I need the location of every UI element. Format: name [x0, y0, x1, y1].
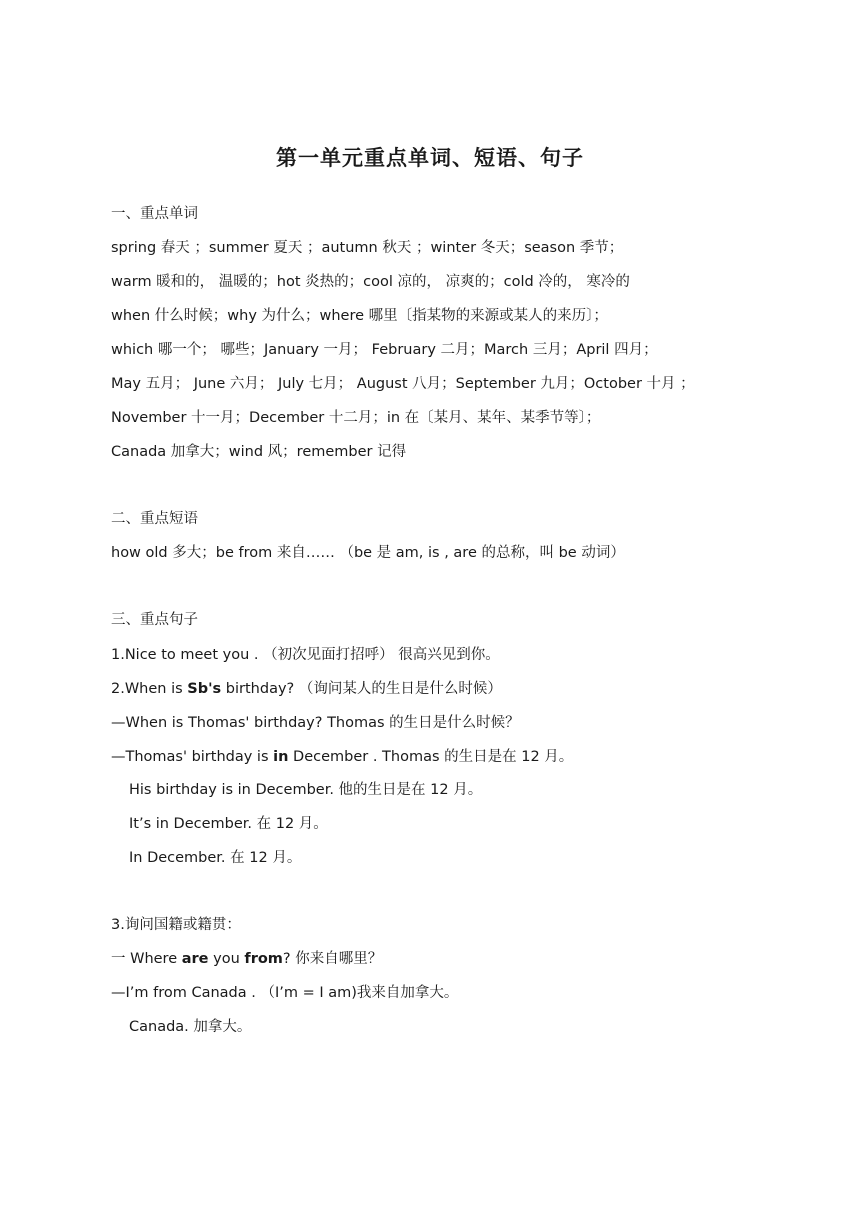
sentence-3-alt: Canada. 加拿大。 — [129, 1019, 252, 1035]
word-line-7: Canada 加拿大；wind 风；remember 记得 — [111, 444, 407, 460]
sentence-2-answer-pre: —Thomas' birthday is — [111, 749, 274, 765]
word-line-4: which 哪一个； 哪些；January 一月； February 二月；March 三月；April 四月； — [111, 342, 658, 358]
sentence-2-answer-bold: in — [273, 749, 289, 765]
sentence-3-question-pre: 一 Where — [111, 951, 182, 967]
sentence-2-question: —When is Thomas' birthday? Thomas 的生日是什么时候？ — [111, 715, 520, 731]
sentence-2 — [111, 679, 502, 699]
sentence-3-question-post: ? 你来自哪里？ — [282, 951, 383, 967]
sentence-2-answer — [111, 747, 573, 767]
sentence-3-question-mid: you — [208, 951, 245, 967]
sentence-3-question — [111, 949, 382, 969]
sentence-3-answer: —I’m from Canada . （I’m = I am)我来自加拿大。 — [111, 985, 459, 1001]
sentence-2-alt-3: In December. 在 12 月。 — [129, 850, 302, 866]
sentence-2-answer-post: December . Thomas 的生日是在 12 月。 — [288, 749, 574, 765]
word-line-2: warm 暖和的， 温暖的；hot 炎热的；cool 凉的， 凉爽的；cold 冷的， 寒冷的 — [111, 274, 630, 290]
phrase-line: how old 多大；be from 来自…… （be 是 am, is , are 的总称，叫 be 动词） — [111, 545, 625, 561]
section-heading-sentences: 三、重点句子 — [111, 612, 198, 628]
word-line-6: November 十一月；December 十二月；in 在〔某月、某年、某季节等〕； — [111, 410, 601, 426]
section-heading-words: 一、重点单词 — [111, 206, 198, 222]
sentence-3-question-bold-1: are — [181, 951, 209, 967]
sentence-2-alt-2: It’s in December. 在 12 月。 — [129, 816, 328, 832]
word-line-3: when 什么时候；why 为什么；where 哪里〔指某物的来源或某人的来历〕； — [111, 308, 608, 324]
sentence-3-question-bold-2: from — [244, 951, 283, 967]
sentence-2-post: birthday? （询问某人的生日是什么时候） — [221, 681, 502, 697]
page-title: 第一单元重点单词、短语、句子 — [276, 146, 584, 170]
sentence-2-alt-1: His birthday is in December. 他的生日是在 12 月。 — [129, 782, 483, 798]
sentence-2-pre: 2.When is — [111, 681, 188, 697]
section-heading-phrases: 二、重点短语 — [111, 511, 198, 527]
sentence-3: 3.询问国籍或籍贯： — [111, 917, 241, 933]
word-line-5: May 五月； June 六月； July 七月； August 八月；September 九月；October 十月 ； — [111, 376, 695, 392]
sentence-2-bold: Sb's — [187, 681, 222, 697]
word-line-1: spring 春天 ；summer 夏天 ；autumn 秋天 ；winter 冬天；season 季节； — [111, 240, 624, 256]
sentence-1: 1.Nice to meet you . （初次见面打招呼） 很高兴见到你。 — [111, 647, 500, 663]
